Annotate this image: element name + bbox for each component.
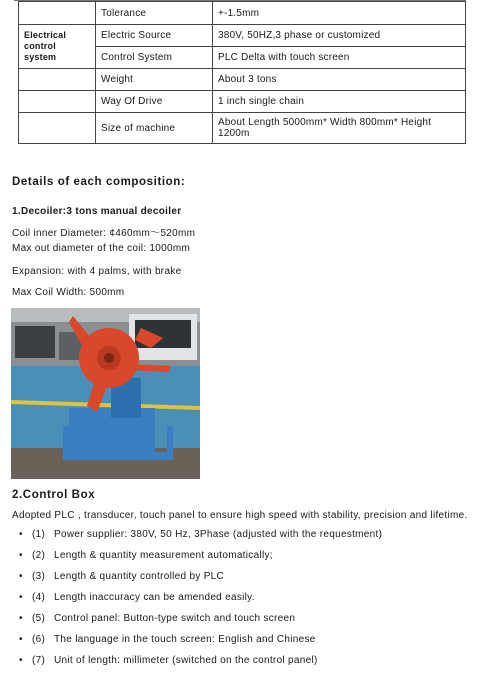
bullet-icon: • bbox=[19, 550, 23, 561]
item-text: The language in the touch screen: English and Chinese bbox=[54, 634, 316, 645]
spec-group-cell bbox=[19, 113, 96, 144]
spec-value: About Length 5000mm* Width 800mm* Height 1200m bbox=[213, 113, 466, 144]
spec-row-size bbox=[19, 113, 466, 144]
item-text: Unit of length: millimeter (switched on the control panel) bbox=[54, 655, 318, 666]
item-text: Length inaccuracy can be amended easily. bbox=[54, 592, 255, 603]
list-item bbox=[12, 571, 382, 592]
item-number: (1) bbox=[32, 529, 46, 540]
decoiler-spec-line: Max Coil Width: 500mm bbox=[12, 287, 125, 298]
bullet-icon: • bbox=[19, 592, 23, 603]
control-box-intro: Adopted PLC , transducer, touch panel to ensure high speed with stability, precision and lifetime. bbox=[12, 510, 468, 521]
spec-value: About 3 tons bbox=[213, 69, 466, 91]
spec-group-label: Electrical control system bbox=[19, 25, 96, 69]
decoiler-title: 1.Decoiler:3 tons manual decoiler bbox=[12, 206, 182, 217]
spec-row-electric-source bbox=[19, 25, 466, 47]
item-number: (5) bbox=[32, 613, 46, 624]
bullet-icon: • bbox=[19, 613, 23, 624]
spec-name: Size of machine bbox=[96, 113, 213, 144]
spec-group-cell bbox=[19, 69, 96, 91]
decoiler-photo bbox=[11, 308, 200, 479]
spec-value: PLC Delta with touch screen bbox=[213, 47, 466, 69]
item-number: (2) bbox=[32, 550, 46, 561]
spec-name: Tolerance bbox=[96, 2, 213, 25]
decoiler-spec-line: Max out diameter of the coil: 1000mm bbox=[12, 243, 191, 254]
item-number: (6) bbox=[32, 634, 46, 645]
spec-name: Weight bbox=[96, 69, 213, 91]
bullet-icon: • bbox=[19, 655, 23, 666]
item-text: Length & quantity measurement automatically; bbox=[54, 550, 273, 561]
list-item bbox=[12, 592, 382, 613]
bullet-icon: • bbox=[19, 529, 23, 540]
item-text: Control panel: Button-type switch and touch screen bbox=[54, 613, 296, 624]
decoiler-spec-line: Expansion: with 4 palms, with brake bbox=[12, 266, 182, 277]
spec-value: +-1.5mm bbox=[213, 2, 466, 25]
spec-name: Way Of Drive bbox=[96, 91, 213, 113]
spec-group-cell bbox=[19, 91, 96, 113]
list-item bbox=[12, 529, 382, 550]
control-box-list bbox=[12, 529, 382, 676]
spec-name: Control System bbox=[96, 47, 213, 69]
item-number: (4) bbox=[32, 592, 46, 603]
spec-row-tolerance bbox=[19, 2, 466, 25]
item-text: Power supplier: 380V, 50 Hz, 3Phase (adjusted with the requestment) bbox=[54, 529, 383, 540]
spec-value: 1 inch single chain bbox=[213, 91, 466, 113]
item-number: (3) bbox=[32, 571, 46, 582]
list-item bbox=[12, 655, 382, 676]
spec-name: Electric Source bbox=[96, 25, 213, 47]
control-box-title: 2.Control Box bbox=[12, 489, 96, 501]
spec-row-way-of-drive bbox=[19, 91, 466, 113]
bullet-icon: • bbox=[19, 571, 23, 582]
details-heading: Details of each composition: bbox=[12, 176, 186, 188]
bullet-icon: • bbox=[19, 634, 23, 645]
list-item bbox=[12, 613, 382, 634]
spec-value: 380V, 50HZ,3 phase or customized bbox=[213, 25, 466, 47]
item-number: (7) bbox=[32, 655, 46, 666]
item-text: Length & quantity controlled by PLC bbox=[54, 571, 225, 582]
spec-table bbox=[18, 1, 466, 144]
list-item bbox=[12, 550, 382, 571]
list-item bbox=[12, 634, 382, 655]
spec-group-cell bbox=[19, 2, 96, 25]
spec-row-weight bbox=[19, 69, 466, 91]
decoiler-spec-line: Coil inner Diameter: ¢460mm～520mm bbox=[12, 228, 196, 239]
